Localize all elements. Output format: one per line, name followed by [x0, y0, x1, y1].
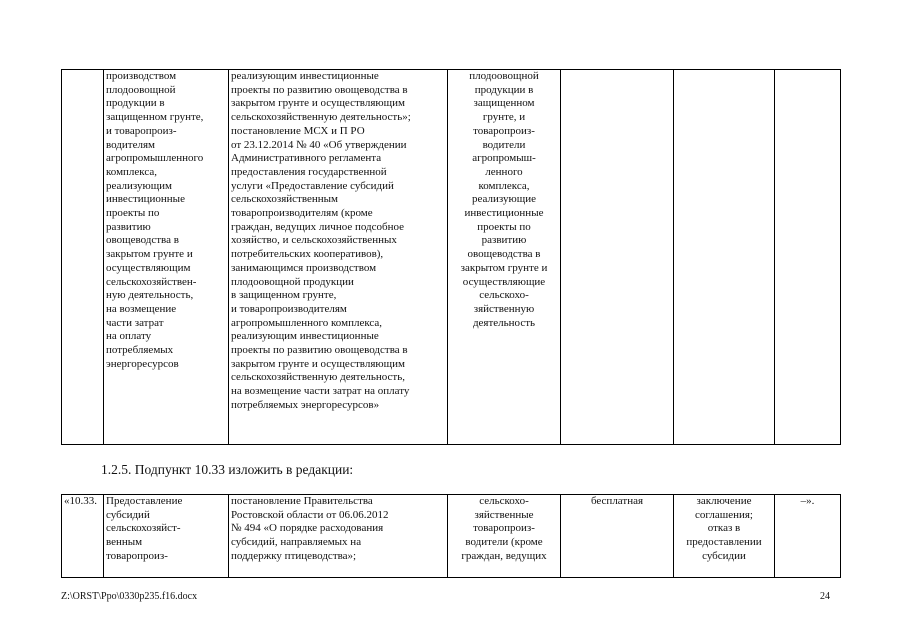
- cell-text-line: потребляемых энергоресурсов»: [231, 398, 380, 411]
- cell-text-line: инвестиционные: [106, 193, 185, 206]
- cell-text-line: энергоресурсов: [106, 357, 179, 370]
- cell-text-line: субсидий, направляемых на: [231, 536, 362, 549]
- cell-text-line: на возмещение: [106, 302, 177, 315]
- cell-service-name: [104, 70, 229, 445]
- cell-note: [775, 70, 841, 445]
- cell-text-line: потребительских кооперативов),: [231, 248, 384, 261]
- cell-text-line: сельскохозяйственную деятельность»;: [231, 111, 411, 124]
- cell-text-line: поддержку птицеводства»;: [231, 549, 357, 562]
- cell-text-line: плодоовощной: [106, 83, 176, 96]
- cell-text-line: товаропроиз-: [473, 124, 535, 137]
- cell-text-line: проекты по: [477, 220, 531, 233]
- cell-text-line: товаропроиз-: [106, 549, 168, 562]
- cell-text-line: развитию: [481, 234, 527, 247]
- cell-text-line: овощеводства в: [467, 248, 541, 261]
- cell-text-line: Административного регламента: [231, 152, 382, 165]
- cell-text-line: проекты по: [106, 207, 160, 220]
- cell-text-line: ленного: [485, 165, 523, 178]
- cell-text-line: в защищенном грунте,: [231, 289, 337, 302]
- cell-text-line: заключение: [696, 495, 752, 507]
- cell-text-line: закрытом грунте и: [460, 261, 548, 274]
- cell-payment: [561, 70, 674, 445]
- cell-legal-basis: [229, 495, 448, 578]
- cell-text-line: ную деятельность,: [106, 289, 194, 302]
- cell-text-line: закрытом грунте и осуществляющим: [231, 97, 405, 110]
- cell-text-line: предоставлении: [686, 536, 762, 549]
- cell-text-line: сельскохозяйст-: [106, 522, 181, 535]
- cell-note: [775, 495, 841, 578]
- cell-text-line: проекты по развитию овощеводства в: [231, 83, 408, 96]
- cell-text-line: постановление Правительства: [231, 495, 373, 507]
- table-row: [62, 495, 841, 578]
- cell-text-line: на возмещение части затрат на оплату: [231, 385, 410, 398]
- cell-text-line: на оплату: [106, 330, 152, 343]
- cell-text-line: водителям: [106, 138, 155, 151]
- cell-text-line: бесплатная: [590, 495, 644, 507]
- table-row: [62, 70, 841, 445]
- cell-text-line: услуги «Предоставление субсидий: [231, 179, 394, 192]
- cell-text-line: отказ в: [707, 522, 741, 535]
- cell-number: [62, 70, 104, 445]
- cell-text-line: от 23.12.2014 № 40 «Об утверждении: [231, 138, 407, 151]
- cell-recipients: [448, 70, 561, 445]
- cell-text-line: Ростовской области от 06.06.2012: [231, 508, 389, 521]
- cell-text-line: части затрат: [106, 316, 164, 329]
- cell-text-line: занимающимся производством: [231, 261, 377, 274]
- cell-text-line: комплекса,: [106, 165, 158, 178]
- cell-text-line: субсидий: [106, 508, 150, 521]
- cell-text-line: плодоовощной продукции: [231, 275, 354, 288]
- cell-text-line: реализующим: [106, 179, 173, 192]
- cell-text-line: постановление МСХ и П РО: [231, 124, 365, 137]
- cell-text-line: деятельность: [472, 316, 536, 329]
- cell-text-line: развитию: [106, 220, 151, 233]
- cell-text-line: зяйственные: [474, 508, 534, 521]
- cell-text-line: потребляемых: [106, 344, 174, 357]
- cell-text-line: и товаропроиз-: [106, 124, 177, 137]
- cell-text-line: осуществляющим: [106, 261, 191, 274]
- cell-text-line: агропромышленного: [106, 152, 204, 165]
- cell-service-name: [104, 495, 229, 578]
- cell-text-line: комплекса,: [478, 179, 530, 192]
- cell-text-line: граждан, ведущих: [461, 549, 547, 562]
- cell-payment: [561, 495, 674, 578]
- cell-text-line: продукции в: [106, 97, 165, 110]
- cell-text-line: реализующим инвестиционные: [231, 330, 379, 343]
- cell-text-line: защищенном: [473, 97, 535, 110]
- cell-text-line: закрытом грунте и: [106, 248, 193, 261]
- table-bottom: [61, 494, 841, 578]
- cell-text-line: производством: [106, 70, 177, 82]
- cell-text-line: субсидии: [702, 549, 746, 562]
- footer-page-number: 24: [820, 591, 830, 602]
- cell-text-line: продукции в: [474, 83, 534, 96]
- cell-text-line: и товаропроизводителям: [231, 302, 347, 315]
- cell-number: [62, 495, 104, 578]
- cell-text-line: товаропроизводителям (кроме: [231, 207, 373, 220]
- table-top: [61, 69, 841, 445]
- cell-text-line: зяйственную: [473, 302, 535, 315]
- cell-text-line: грунте, и: [482, 111, 526, 124]
- cell-text-line: агропромыш-: [472, 152, 536, 165]
- cell-text-line: защищенном грунте,: [106, 111, 204, 124]
- cell-text-line: водители: [482, 138, 526, 151]
- cell-text-line: инвестиционные: [464, 207, 544, 220]
- cell-legal-basis: [229, 70, 448, 445]
- cell-text-line: венным: [106, 536, 143, 549]
- footer-file-path: Z:\ORST\Ppo\0330p235.f16.docx: [61, 591, 198, 602]
- cell-text-line: сельскохо-: [479, 289, 529, 302]
- cell-text-line: сельскохозяйствен-: [106, 275, 197, 288]
- cell-text-line: «10.33.: [64, 495, 97, 507]
- cell-text-line: осуществляющие: [462, 275, 546, 288]
- cell-text-line: товаропроиз-: [473, 522, 535, 535]
- cell-text-line: агропромышленного комплекса,: [231, 316, 383, 329]
- cell-text-line: реализующим инвестиционные: [231, 70, 379, 82]
- cell-text-line: сельскохо-: [479, 495, 529, 507]
- cell-text-line: реализующие: [472, 193, 536, 206]
- cell-result: [674, 70, 775, 445]
- cell-text-line: хозяйство, и сельскохозяйственных: [231, 234, 397, 247]
- cell-text-line: плодоовощной: [469, 70, 539, 82]
- cell-text-line: –».: [800, 495, 815, 507]
- cell-text-line: водители (кроме: [465, 536, 543, 549]
- cell-text-line: Предоставление: [106, 495, 183, 507]
- cell-text-line: сельскохозяйственную деятельность,: [231, 371, 405, 384]
- cell-recipients: [448, 495, 561, 578]
- cell-text-line: № 494 «О порядке расходования: [231, 522, 384, 535]
- cell-text-line: соглашения;: [695, 508, 753, 521]
- cell-text-line: проекты по развитию овощеводства в: [231, 344, 408, 357]
- cell-result: [674, 495, 775, 578]
- cell-text-line: закрытом грунте и осуществляющим: [231, 357, 405, 370]
- cell-text-line: предоставления государственной: [231, 165, 387, 178]
- cell-text-line: сельскохозяйственным: [231, 193, 338, 206]
- cell-text-line: овощеводства в: [106, 234, 179, 247]
- cell-text-line: граждан, ведущих личное подсобное: [231, 220, 405, 233]
- section-heading: 1.2.5. Подпункт 10.33 изложить в редакции:: [101, 462, 354, 477]
